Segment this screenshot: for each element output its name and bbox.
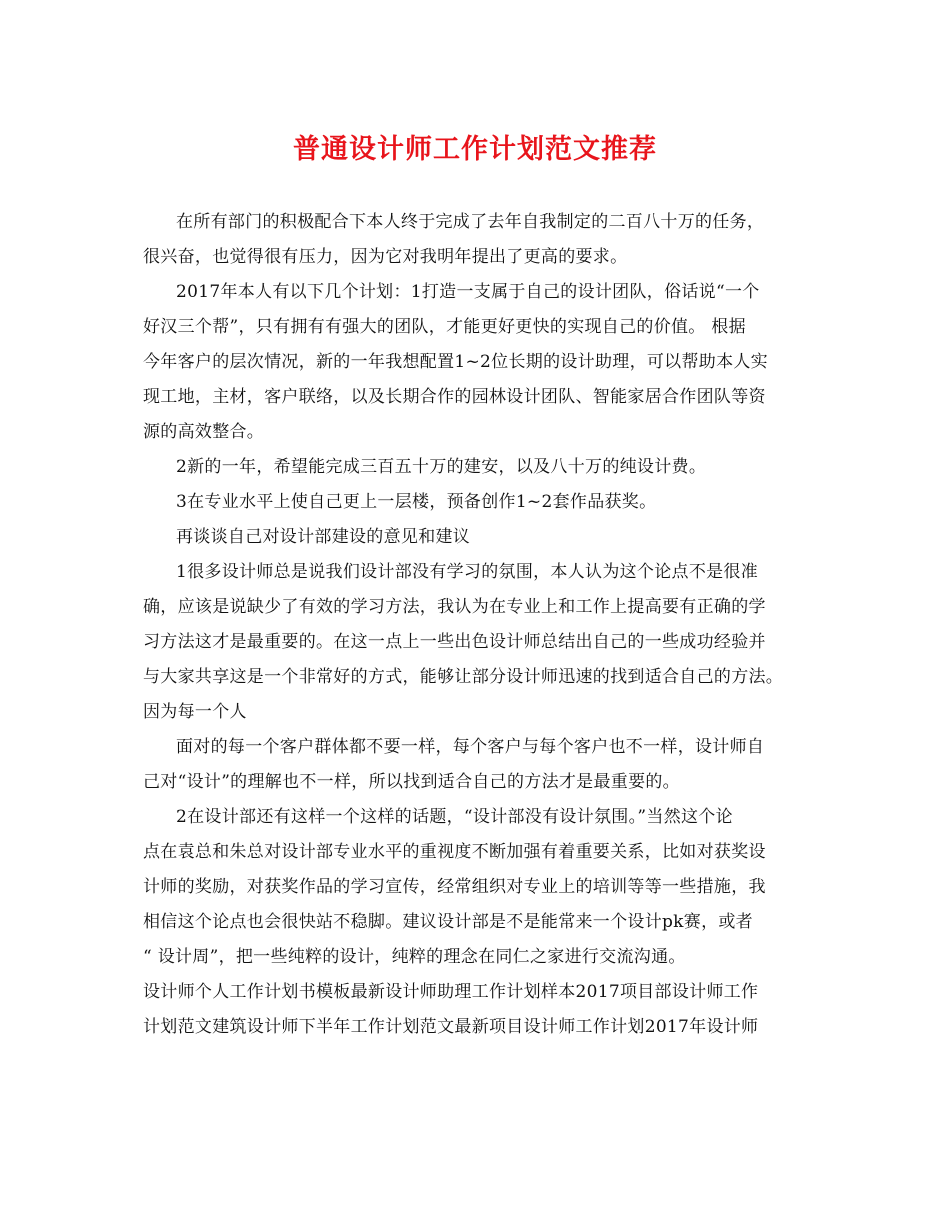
text-line: 相信这个论点也会很快站不稳脚。建议设计部是不是能常来一个设计pk赛，或者	[143, 912, 753, 932]
text-line: 确，应该是说缺少了有效的学习方法，我认为在专业上和工作上提高要有正确的学	[143, 597, 766, 617]
text-line: 源的高效整合。	[143, 422, 265, 442]
document-title: 普通设计师工作计划范文推荐	[293, 134, 657, 165]
text-line: 习方法这才是最重要的。在这一点上一些出色设计师总结出自己的一些成功经验并	[143, 632, 766, 652]
text-line: 1很多设计师总是说我们设计部没有学习的氛围，本人认为这个论点不是很准	[176, 562, 759, 582]
text-line: 很兴奋，也觉得很有压力，因为它对我明年提出了更高的要求。	[143, 247, 628, 267]
text-line: 在所有部门的积极配合下本人终于完成了去年自我制定的二百八十万的任务，	[176, 212, 765, 232]
text-line: 再谈谈自己对设计部建设的意见和建议	[176, 527, 471, 547]
text-line: 2新的一年，希望能完成三百五十万的建安，以及八十万的纯设计费。	[176, 457, 707, 477]
document-body	[143, 205, 823, 1045]
text-line: 2在设计部还有这样一个这样的话题，“设计部没有设计氛围。”当然这个论	[176, 807, 733, 827]
text-line: 面对的每一个客户群体都不要一样，每个客户与每个客户也不一样，设计师自	[176, 737, 765, 757]
text-line: “ 设计周”，把一些纯粹的设计，纯粹的理念在同仁之家进行交流沟通。	[143, 947, 686, 967]
text-line: 与大家共享这是一个非常好的方式，能够让部分设计师迅速的找到适合自己的方法。	[143, 667, 784, 687]
text-line: 好汉三个帮”，只有拥有有强大的团队，才能更好更快的实现自己的价值。 根据	[143, 317, 746, 337]
text-line: 计师的奖励，对获奖作品的学习宣传，经常组织对专业上的培训等等一些措施，我	[143, 877, 766, 897]
text-line: 因为每一个人	[143, 702, 247, 722]
text-line: 现工地，主材，客户联络，以及长期合作的园林设计团队、智能家居合作团队等资	[143, 387, 766, 407]
text-line: 计划范文建筑设计师下半年工作计划范文最新项目设计师工作计划2017年设计师	[143, 1017, 759, 1037]
text-line: 点在袁总和朱总对设计部专业水平的重视度不断加强有着重要关系，比如对获奖设	[143, 842, 766, 862]
text-line: 2017年本人有以下几个计划：1打造一支属于自己的设计团队，俗话说“一个	[176, 282, 760, 302]
text-line: 今年客户的层次情况，新的一年我想配置1~2位长期的设计助理，可以帮助本人实	[143, 352, 768, 372]
text-line: 设计师个人工作计划书模板最新设计师助理工作计划样本2017项目部设计师工作	[143, 982, 759, 1002]
text-line: 3在专业水平上使自己更上一层楼，预备创作1~2套作品获奖。	[176, 492, 657, 512]
text-line: 己对“设计”的理解也不一样，所以找到适合自己的方法才是最重要的。	[143, 772, 680, 792]
